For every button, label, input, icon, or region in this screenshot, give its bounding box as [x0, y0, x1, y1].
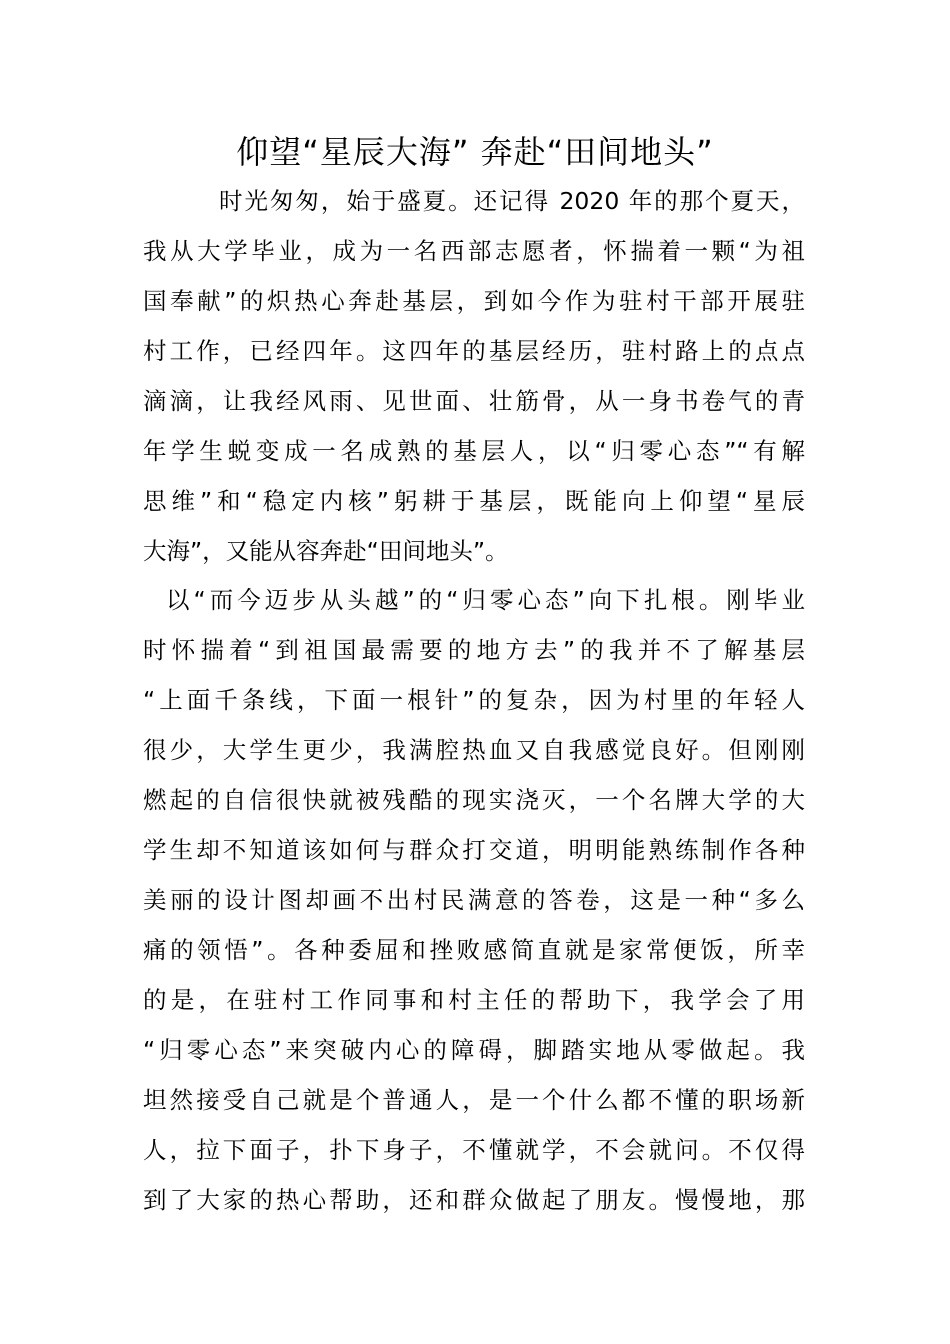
- paragraph-line: 思维”和“稳定内核”躬耕于基层，既能向上仰望“星辰: [143, 487, 805, 515]
- paragraph-line: 我从大学毕业，成为一名西部志愿者，怀揣着一颗“为祖: [143, 237, 805, 265]
- paragraph-line: 美丽的设计图却画不出村民满意的答卷，这是一种“多么: [143, 886, 805, 914]
- paragraph-line: 坦然接受自己就是个普通人，是一个什么都不懂的职场新: [143, 1086, 805, 1114]
- paragraph-line: “上面千条线，下面一根针”的复杂，因为村里的年轻人: [143, 686, 805, 714]
- paragraph-line: 以“而今迈步从头越”的“归零心态”向下扎根。刚毕业: [166, 586, 805, 614]
- paragraph-line: “归零心态”来突破内心的障碍，脚踏实地从零做起。我: [143, 1036, 805, 1064]
- paragraph-line: 时光匆匆，始于盛夏。还记得 2020 年的那个夏天，: [219, 187, 805, 215]
- paragraph-line: 年学生蜕变成一名成熟的基层人，以“归零心态”“有解: [143, 437, 805, 465]
- paragraph-line: 时怀揣着“到祖国最需要的地方去”的我并不了解基层: [143, 636, 805, 664]
- paragraph-line: 国奉献”的炽热心奔赴基层，到如今作为驻村干部开展驻: [143, 287, 805, 315]
- paragraph-line: 燃起的自信很快就被残酷的现实浇灭，一个名牌大学的大: [143, 786, 805, 814]
- paragraph-line: 滴滴，让我经风雨、见世面、壮筋骨，从一身书卷气的青: [143, 387, 805, 415]
- document-title: 仰望“星辰大海” 奔赴“田间地头”: [236, 133, 714, 171]
- paragraph-line: 到了大家的热心帮助，还和群众做起了朋友。慢慢地，那: [143, 1186, 805, 1214]
- paragraph-line: 的是，在驻村工作同事和村主任的帮助下，我学会了用: [143, 986, 805, 1014]
- paragraph-line: 人，拉下面子，扑下身子，不懂就学，不会就问。不仅得: [143, 1136, 805, 1164]
- paragraph-line: 学生却不知道该如何与群众打交道，明明能熟练制作各种: [143, 836, 805, 864]
- paragraph-line: 村工作，已经四年。这四年的基层经历，驻村路上的点点: [143, 337, 805, 365]
- paragraph-line: 痛的领悟”。各种委屈和挫败感简直就是家常便饭，所幸: [143, 936, 805, 964]
- paragraph-line: 很少，大学生更少，我满腔热血又自我感觉良好。但刚刚: [143, 736, 805, 764]
- paragraph-line: 大海”，又能从容奔赴“田间地头”。: [143, 537, 509, 565]
